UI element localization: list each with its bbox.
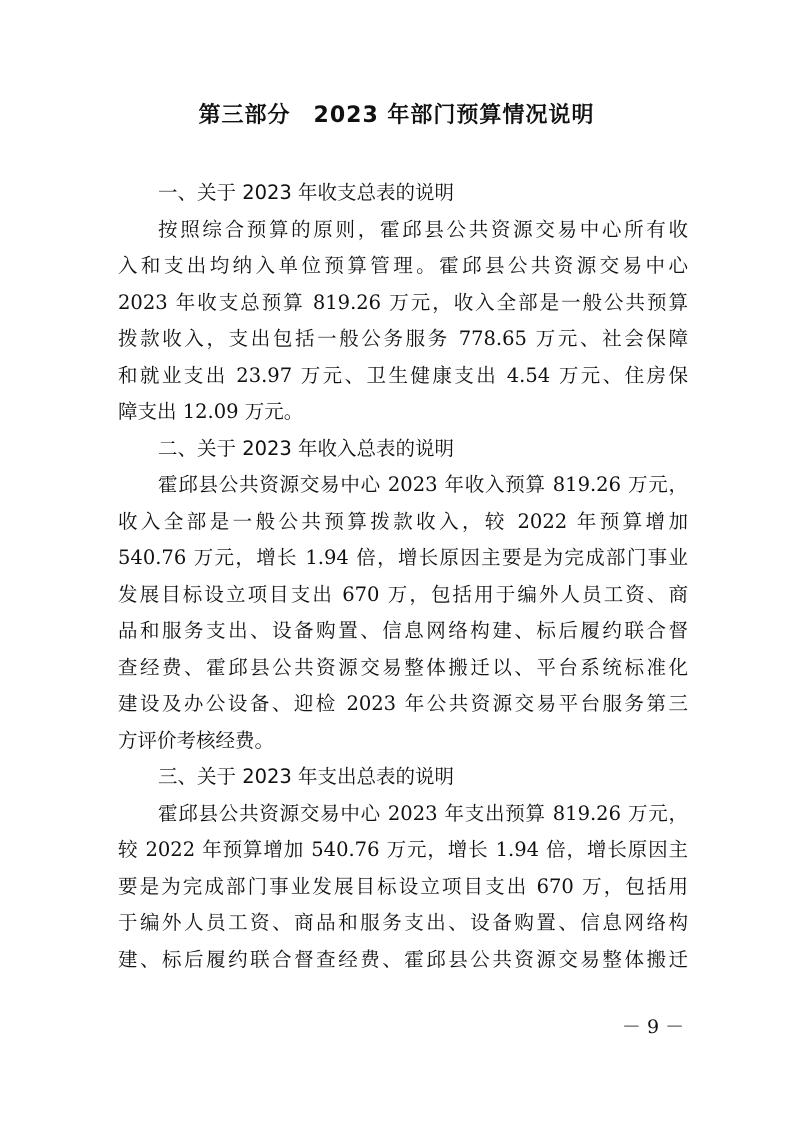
paragraph-line: 查经费、霍邱县公共资源交易整体搬迁以、平台系统标准化 (118, 655, 688, 679)
paragraph-line: 入和支出均纳入单位预算管理。霍邱县公共资源交易中心 (118, 254, 688, 277)
paragraph-line: 建设及办公设备、迎检 2023 年公共资源交易平台服务第三 (118, 692, 688, 715)
paragraph-line: 拨款收入，支出包括一般公务服务 778.65 万元、社会保障 (118, 327, 688, 350)
paragraph-line: 建、标后履约联合督查经费、霍邱县公共资源交易整体搬迁 (118, 947, 688, 971)
section-heading-3: 三、关于 2023 年支出总表的说明 (158, 765, 455, 788)
paragraph-line: 方评价考核经费。 (118, 728, 275, 752)
paragraph-line: 障支出 12.09 万元。 (118, 400, 304, 423)
section-heading-2: 二、关于 2023 年收入总表的说明 (158, 436, 455, 460)
paragraph-line: 收入全部是一般公共预算拨款收入，较 2022 年预算增加 (118, 509, 688, 533)
paragraph-line: 霍邱县公共资源交易中心 2023 年支出预算 819.26 万元， (158, 801, 688, 825)
paragraph-line: 品和服务支出、设备购置、信息网络构建、标后履约联合督 (118, 619, 688, 642)
paragraph-line: 霍邱县公共资源交易中心 2023 年收入预算 819.26 万元， (158, 473, 688, 496)
document-body (118, 175, 688, 978)
page-number: － 9 － (621, 1016, 685, 1038)
paragraph-line: 要是为完成部门事业发展目标设立项目支出 670 万，包括用 (118, 874, 688, 898)
page-title: 第三部分 2023 年部门预算情况说明 (198, 103, 595, 128)
paragraph-line: 发展目标设立项目支出 670 万，包括用于编外人员工资、商 (118, 582, 688, 606)
section-heading-1: 一、关于 2023 年收支总表的说明 (158, 181, 455, 204)
paragraph-line: 较 2022 年预算增加 540.76 万元，增长 1.94 倍，增长原因主 (118, 838, 688, 861)
paragraph-line: 和就业支出 23.97 万元、卫生健康支出 4.54 万元、住房保 (118, 363, 688, 387)
paragraph-line: 540.76 万元，增长 1.94 倍，增长原因主要是为完成部门事业 (118, 546, 688, 569)
paragraph-line: 于编外人员工资、商品和服务支出、设备购置、信息网络构 (118, 911, 688, 934)
paragraph-line: 2023 年收支总预算 819.26 万元，收入全部是一般公共预算 (118, 290, 688, 314)
paragraph-line: 按照综合预算的原则，霍邱县公共资源交易中心所有收 (158, 217, 688, 241)
